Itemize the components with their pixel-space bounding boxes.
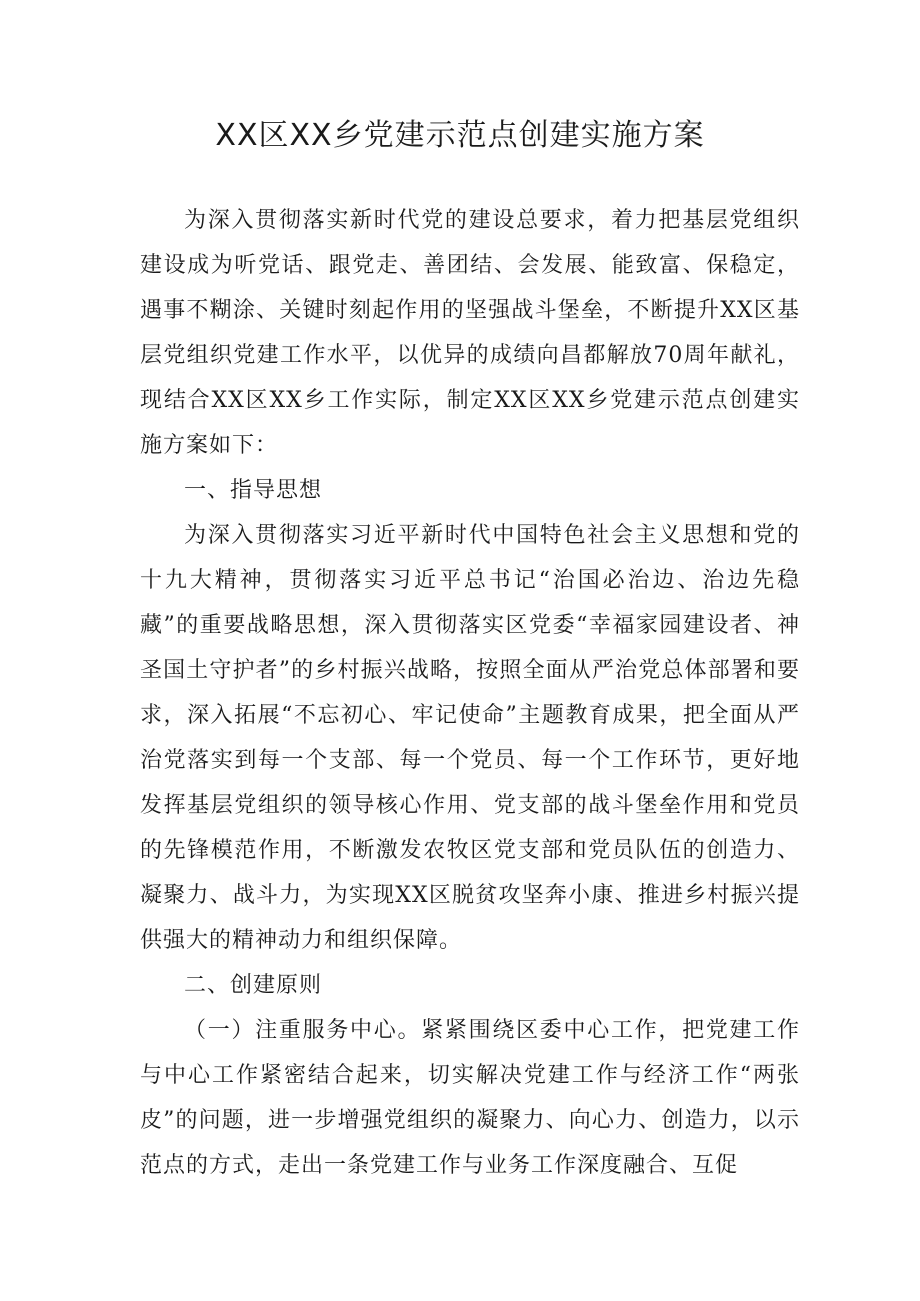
- document-title: XX区XX乡党建示范点创建实施方案: [215, 118, 705, 153]
- section-heading-guiding-ideology: 一、指导思想: [184, 478, 323, 503]
- guiding-ideology-paragraph: 为深入贯彻落实习近平新时代中国特色社会主义思想和党的十九大精神，贯彻落实习近平总书记“治国必治边、治边先稳藏”的重要战略思想，深入贯彻落实区党委“幸福家园建设者、神圣国土守护者”的乡村振兴战略，按照全面从严治党总体部署和要求，深入拓展“不忘初心、牢记使命”主题教育成果，把全面从严治党落实到每一个支部、每一个党员、每一个工作环节，更好地发挥基层党组织的领导核心作用、党支部的战斗堡垒作用和党员的先锋模范作用，不断激发农牧区党支部和党员队伍的创造力、凝聚力、战斗力，为实现XX区脱贫攻坚奔小康、推进乡村振兴提供强大的精神动力和组织保障。: [140, 523, 800, 953]
- section-heading-principles: 二、创建原则: [184, 973, 323, 998]
- document-body: [140, 198, 800, 1188]
- intro-paragraph: 为深入贯彻落实新时代党的建设总要求，着力把基层党组织建设成为听党话、跟党走、善团结、会发展、能致富、保稳定，遇事不糊涂、关键时刻起作用的坚强战斗堡垒，不断提升XX区基层党组织党建工作水平，以优异的成绩向昌都解放70周年献礼，现结合XX区XX乡工作实际，制定XX区XX乡党建示范点创建实施方案如下：: [140, 208, 800, 458]
- principle-one-paragraph: （一）注重服务中心。紧紧围绕区委中心工作，把党建工作与中心工作紧密结合起来，切实解决党建工作与经济工作“两张皮”的问题，进一步增强党组织的凝聚力、向心力、创造力，以示范点的方式，走出一条党建工作与业务工作深度融合、互促: [140, 1018, 800, 1178]
